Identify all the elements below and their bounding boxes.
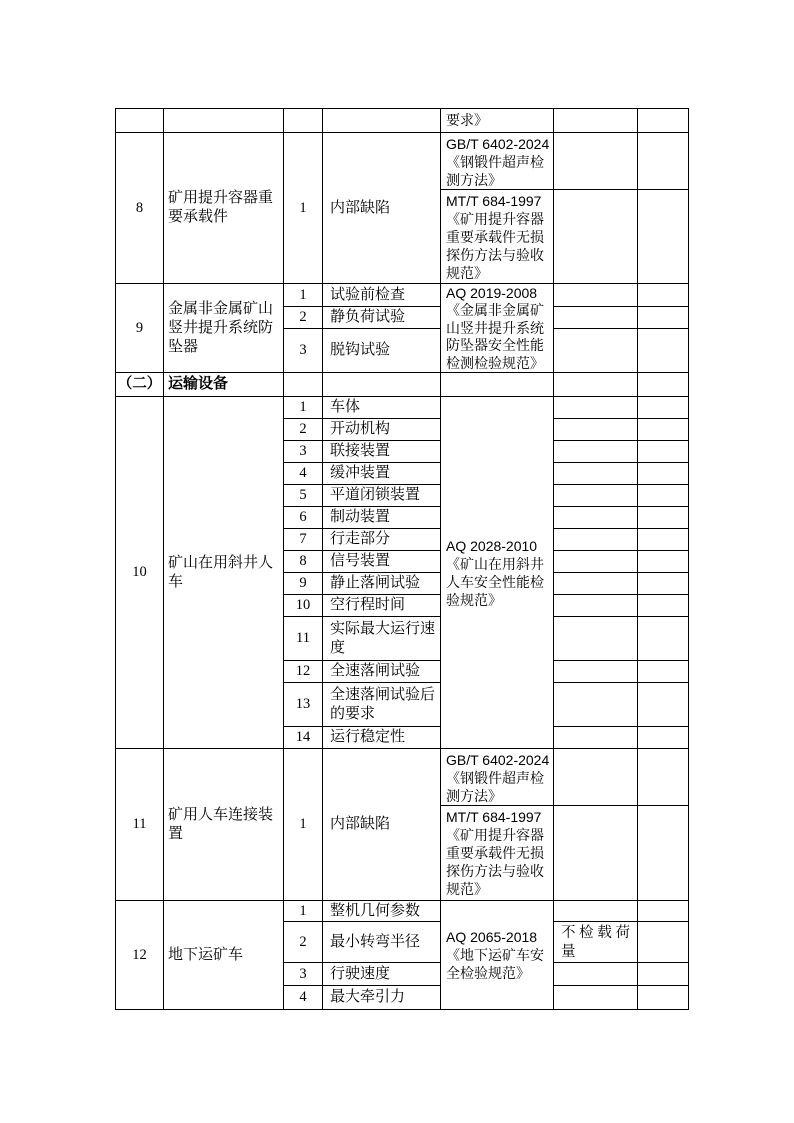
empty-cell bbox=[554, 573, 638, 595]
row-no-cell: 9 bbox=[116, 284, 164, 373]
item-name-cell: 最大牵引力 bbox=[323, 986, 441, 1010]
item-name-cell: 最小转弯半径 bbox=[323, 922, 441, 963]
empty-cell bbox=[554, 485, 638, 507]
section-no-cell: （二） bbox=[116, 373, 164, 397]
item-no-cell: 1 bbox=[284, 749, 323, 901]
empty-cell bbox=[554, 463, 638, 485]
table-row bbox=[116, 749, 689, 806]
item-name-cell: 内部缺陷 bbox=[323, 749, 441, 901]
empty-cell bbox=[554, 328, 638, 373]
empty-cell bbox=[638, 901, 689, 922]
empty-cell bbox=[554, 441, 638, 463]
table-row bbox=[116, 397, 689, 419]
empty-cell bbox=[638, 419, 689, 441]
item-name-cell: 内部缺陷 bbox=[323, 133, 441, 284]
item-name-cell: 制动装置 bbox=[323, 507, 441, 529]
equipment-name-cell: 矿山在用斜井人车 bbox=[164, 397, 284, 749]
item-no-cell: 5 bbox=[284, 485, 323, 507]
empty-cell bbox=[554, 551, 638, 573]
item-no-cell: 8 bbox=[284, 551, 323, 573]
empty-cell bbox=[323, 109, 441, 133]
table-row bbox=[116, 133, 689, 190]
equipment-name-cell: 矿用提升容器重要承载件 bbox=[164, 133, 284, 284]
carryover-row bbox=[116, 109, 689, 133]
item-no-cell: 4 bbox=[284, 986, 323, 1010]
item-no-cell: 3 bbox=[284, 963, 323, 986]
empty-cell bbox=[638, 284, 689, 307]
empty-cell bbox=[638, 595, 689, 617]
empty-cell bbox=[638, 397, 689, 419]
equipment-name-cell: 金属非金属矿山竖井提升系统防坠器 bbox=[164, 284, 284, 373]
empty-cell bbox=[638, 986, 689, 1010]
empty-cell bbox=[441, 373, 554, 397]
empty-cell bbox=[554, 683, 638, 727]
empty-cell bbox=[638, 963, 689, 986]
standard-cell: AQ 2019-2008《金属非金属矿山竖井提升系统防坠器安全性能检测检验规范》 bbox=[441, 284, 554, 373]
empty-cell bbox=[554, 727, 638, 749]
empty-cell bbox=[284, 373, 323, 397]
carryover-standard-cell: 要求》 bbox=[441, 109, 554, 133]
empty-cell bbox=[638, 683, 689, 727]
item-no-cell: 11 bbox=[284, 617, 323, 661]
section-row bbox=[116, 373, 689, 397]
empty-cell bbox=[638, 485, 689, 507]
empty-cell bbox=[638, 507, 689, 529]
empty-cell bbox=[638, 373, 689, 397]
table-row bbox=[116, 284, 689, 307]
empty-cell bbox=[638, 463, 689, 485]
table-row bbox=[116, 901, 689, 922]
empty-cell bbox=[554, 986, 638, 1010]
empty-cell bbox=[638, 749, 689, 806]
item-name-cell: 信号装置 bbox=[323, 551, 441, 573]
empty-cell bbox=[554, 397, 638, 419]
item-name-cell: 整机几何参数 bbox=[323, 901, 441, 922]
empty-cell bbox=[554, 109, 638, 133]
item-name-cell: 实际最大运行速度 bbox=[323, 617, 441, 661]
item-no-cell: 10 bbox=[284, 595, 323, 617]
empty-cell bbox=[554, 284, 638, 307]
empty-cell bbox=[638, 441, 689, 463]
empty-cell bbox=[554, 133, 638, 190]
empty-cell bbox=[554, 806, 638, 901]
item-no-cell: 3 bbox=[284, 328, 323, 373]
empty-cell bbox=[638, 307, 689, 328]
item-no-cell: 1 bbox=[284, 284, 323, 307]
empty-cell bbox=[554, 507, 638, 529]
equipment-name-cell: 地下运矿车 bbox=[164, 901, 284, 1010]
item-name-cell: 空行程时间 bbox=[323, 595, 441, 617]
item-no-cell: 1 bbox=[284, 133, 323, 284]
item-no-cell: 1 bbox=[284, 397, 323, 419]
item-name-cell: 运行稳定性 bbox=[323, 727, 441, 749]
empty-cell bbox=[638, 551, 689, 573]
item-name-cell: 脱钩试验 bbox=[323, 328, 441, 373]
empty-cell bbox=[638, 529, 689, 551]
item-name-cell: 联接装置 bbox=[323, 441, 441, 463]
standard-cell: AQ 2028-2010《矿山在用斜井人车安全性能检验规范》 bbox=[441, 397, 554, 749]
empty-cell bbox=[638, 190, 689, 284]
item-no-cell: 1 bbox=[284, 901, 323, 922]
empty-cell bbox=[554, 617, 638, 661]
item-no-cell: 14 bbox=[284, 727, 323, 749]
item-name-cell: 静止落闸试验 bbox=[323, 573, 441, 595]
empty-cell bbox=[554, 307, 638, 328]
empty-cell bbox=[638, 727, 689, 749]
item-no-cell: 12 bbox=[284, 661, 323, 683]
item-name-cell: 行驶速度 bbox=[323, 963, 441, 986]
row-no-cell: 12 bbox=[116, 901, 164, 1010]
row-no-cell: 8 bbox=[116, 133, 164, 284]
item-name-cell: 试验前检查 bbox=[323, 284, 441, 307]
standard-cell: GB/T 6402-2024《钢锻件超声检测方法》 bbox=[441, 749, 554, 806]
note-cell: 不检载荷量 bbox=[554, 922, 638, 963]
standard-cell: AQ 2065-2018《地下运矿车安全检验规范》 bbox=[441, 901, 554, 1010]
empty-cell bbox=[554, 901, 638, 922]
empty-cell bbox=[638, 922, 689, 963]
section-title-cell: 运输设备 bbox=[164, 373, 284, 397]
empty-cell bbox=[638, 661, 689, 683]
standard-cell: MT/T 684-1997《矿用提升容器重要承载件无损探伤方法与验收规范》 bbox=[441, 190, 554, 284]
item-no-cell: 9 bbox=[284, 573, 323, 595]
empty-cell bbox=[116, 109, 164, 133]
empty-cell bbox=[284, 109, 323, 133]
empty-cell bbox=[554, 373, 638, 397]
item-name-cell: 开动机构 bbox=[323, 419, 441, 441]
standard-cell: MT/T 684-1997《矿用提升容器重要承载件无损探伤方法与验收规范》 bbox=[441, 806, 554, 901]
item-no-cell: 2 bbox=[284, 922, 323, 963]
item-no-cell: 7 bbox=[284, 529, 323, 551]
empty-cell bbox=[554, 963, 638, 986]
empty-cell bbox=[554, 749, 638, 806]
item-no-cell: 2 bbox=[284, 419, 323, 441]
empty-cell bbox=[638, 573, 689, 595]
empty-cell bbox=[554, 661, 638, 683]
empty-cell bbox=[323, 373, 441, 397]
item-name-cell: 缓冲装置 bbox=[323, 463, 441, 485]
inspection-table bbox=[115, 108, 689, 1010]
empty-cell bbox=[554, 419, 638, 441]
empty-cell bbox=[638, 806, 689, 901]
empty-cell bbox=[164, 109, 284, 133]
item-no-cell: 13 bbox=[284, 683, 323, 727]
empty-cell bbox=[554, 595, 638, 617]
item-no-cell: 2 bbox=[284, 307, 323, 328]
row-no-cell: 11 bbox=[116, 749, 164, 901]
item-name-cell: 车体 bbox=[323, 397, 441, 419]
item-no-cell: 6 bbox=[284, 507, 323, 529]
item-name-cell: 静负荷试验 bbox=[323, 307, 441, 328]
empty-cell bbox=[638, 109, 689, 133]
empty-cell bbox=[554, 190, 638, 284]
standard-cell: GB/T 6402-2024《钢锻件超声检测方法》 bbox=[441, 133, 554, 190]
item-name-cell: 平道闭锁装置 bbox=[323, 485, 441, 507]
item-name-cell: 全速落闸试验后的要求 bbox=[323, 683, 441, 727]
item-no-cell: 3 bbox=[284, 441, 323, 463]
equipment-name-cell: 矿用人车连接装置 bbox=[164, 749, 284, 901]
empty-cell bbox=[554, 529, 638, 551]
item-name-cell: 全速落闸试验 bbox=[323, 661, 441, 683]
item-no-cell: 4 bbox=[284, 463, 323, 485]
empty-cell bbox=[638, 617, 689, 661]
empty-cell bbox=[638, 133, 689, 190]
row-no-cell: 10 bbox=[116, 397, 164, 749]
empty-cell bbox=[638, 328, 689, 373]
item-name-cell: 行走部分 bbox=[323, 529, 441, 551]
